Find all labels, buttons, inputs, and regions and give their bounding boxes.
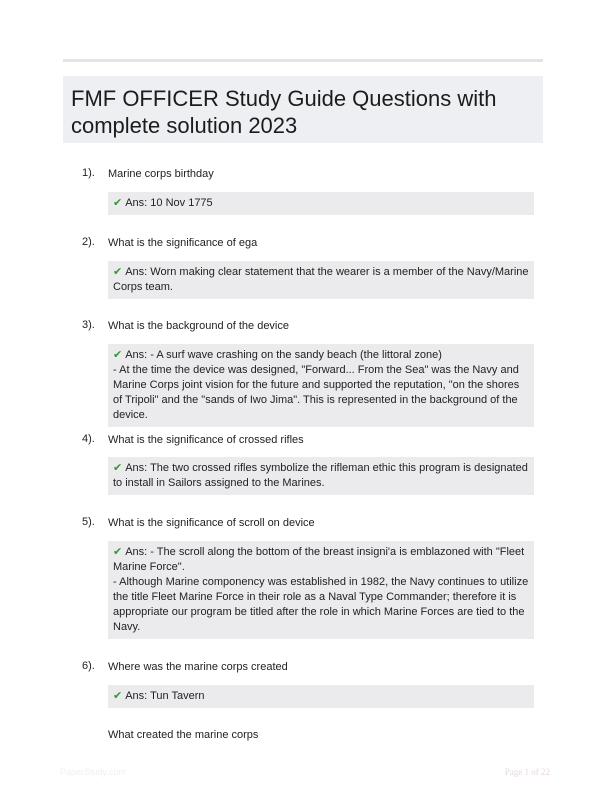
answer-text: - Although Marine componency was established in 1982, the Navy continues to utilize the title Fleet Marine Force in their role as a Naval Type Commander; therefore it is appropriate our program be titled after the role in which Marine Forces are tied to the Navy.	[113, 576, 529, 633]
title-banner	[63, 76, 543, 143]
question-number: 3).	[82, 319, 95, 331]
answer-box	[108, 192, 534, 215]
answer-box	[108, 541, 534, 639]
check-icon: ✔	[113, 266, 123, 278]
question-text: What created the marine corps	[108, 729, 259, 741]
question-number: 1).	[82, 167, 95, 179]
answer-text: Ans: The two crossed rifles symbolize the rifleman ethic this program is designated to install in Sailors assigned to the Marines.	[113, 462, 528, 489]
answer-text: Ans: - The scroll along the bottom of the breast insigni'a is emblazoned with "Fleet Marine Force".	[113, 546, 525, 573]
answer-box	[108, 457, 534, 495]
question-number: 4).	[82, 433, 95, 445]
question-text: What is the background of the device	[108, 320, 289, 332]
answer-text: Ans: - A surf wave crashing on the sandy beach (the littoral zone)	[125, 349, 442, 361]
answer-text: Ans: Worn making clear statement that the wearer is a member of the Navy/Marine Corps team.	[113, 266, 529, 293]
question-number: 6).	[82, 660, 95, 672]
check-icon: ✔	[113, 462, 123, 474]
answer-box	[108, 685, 534, 708]
check-icon: ✔	[113, 349, 123, 361]
check-icon: ✔	[113, 690, 123, 702]
answer-box	[108, 344, 534, 427]
question-text: Where was the marine corps created	[108, 661, 288, 673]
question-number: 5).	[82, 516, 95, 528]
footer-watermark: PaperStudy.com	[60, 767, 126, 777]
question-text: What is the significance of scroll on device	[108, 517, 315, 529]
page-number: Page 1 of 22	[504, 767, 550, 777]
top-rule	[63, 59, 543, 62]
check-icon: ✔	[113, 197, 123, 209]
answer-box	[108, 261, 534, 299]
question-number: 2).	[82, 236, 95, 248]
question-text: What is the significance of crossed rifles	[108, 434, 304, 446]
document-title: FMF OFFICER Study Guide Questions with complete solution 2023	[71, 86, 497, 138]
question-text: What is the significance of ega	[108, 237, 258, 249]
answer-text: Ans: 10 Nov 1775	[125, 197, 213, 209]
question-text: Marine corps birthday	[108, 168, 214, 180]
check-icon: ✔	[113, 546, 123, 558]
answer-text: - At the time the device was designed, "Forward... From the Sea" was the Navy and Marine Corps joint vision for the future and supported the reputation, "on the shores of Tripoli" and the "sands of Iwo Jima". This is represented in the background of the device.	[113, 364, 520, 421]
answer-text: Ans: Tun Tavern	[125, 690, 205, 702]
